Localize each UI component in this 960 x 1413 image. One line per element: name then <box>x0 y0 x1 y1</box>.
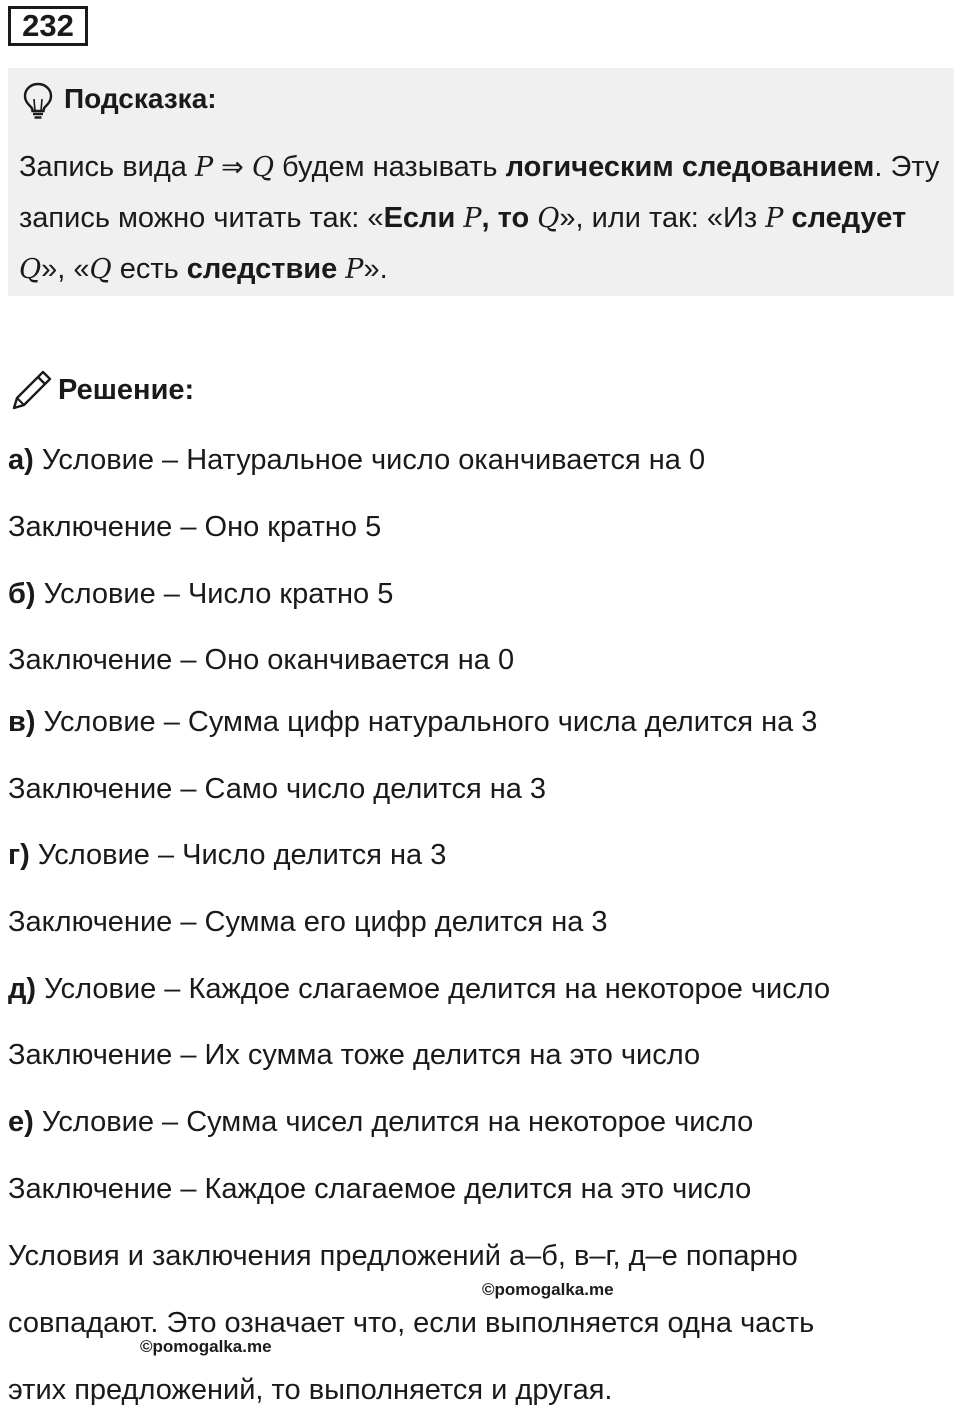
item-marker: а) <box>8 444 34 476</box>
hint-title: Подсказка: <box>64 83 217 114</box>
term-logical-consequence: логическим следованием <box>505 151 875 183</box>
item-marker: е) <box>8 1106 34 1138</box>
solution-line: Заключение – Их сумма тоже делится на это число <box>8 1039 701 1071</box>
item-marker: д) <box>8 973 37 1005</box>
conclusion-line: этих предложений, то выполняется и другая. <box>8 1374 613 1406</box>
solution-line: е) Условие – Сумма чисел делится на некоторое число <box>8 1106 754 1138</box>
solution-line: Заключение – Оно оканчивается на 0 <box>8 644 515 676</box>
solution-line: д) Условие – Каждое слагаемое делится на некоторое число <box>8 973 831 1005</box>
watermark: ©pomogalka.me <box>140 1337 272 1356</box>
conclusion-line: совпадают. Это означает что, если выполняется одна часть <box>8 1307 815 1339</box>
watermark: ©pomogalka.me <box>482 1280 614 1299</box>
solution-title: Решение: <box>58 374 195 406</box>
item-marker: в) <box>8 706 36 738</box>
solution-line: в) Условие – Сумма цифр натурального числа делится на 3 <box>8 706 818 738</box>
solution-line: Заключение – Само число делится на 3 <box>8 773 547 805</box>
item-marker: б) <box>8 578 36 610</box>
pencil-icon <box>10 368 54 412</box>
lightbulb-icon <box>22 82 54 120</box>
item-marker: г) <box>8 839 30 871</box>
solution-line: Заключение – Оно кратно 5 <box>8 511 382 543</box>
solution-line: Заключение – Каждое слагаемое делится на это число <box>8 1173 752 1205</box>
conclusion-line: Условия и заключения предложений а–б, в–г, д–е попарно <box>8 1240 798 1272</box>
task-number-box <box>8 6 88 46</box>
hint-text: Запись вида P ⇒ Q будем называть логическим следованием. Эту запись можно читать так: «Если P, то Q», или так: «Из P следует Q», «Q есть следствие P». <box>19 151 940 285</box>
solution-line: б) Условие – Число кратно 5 <box>8 578 394 610</box>
solution-line: Заключение – Сумма его цифр делится на 3 <box>8 906 608 938</box>
solution-line: г) Условие – Число делится на 3 <box>8 839 447 871</box>
hint-box <box>8 68 954 296</box>
solution-line: а) Условие – Натуральное число оканчивается на 0 <box>8 444 706 476</box>
task-number: 232 <box>22 8 74 43</box>
